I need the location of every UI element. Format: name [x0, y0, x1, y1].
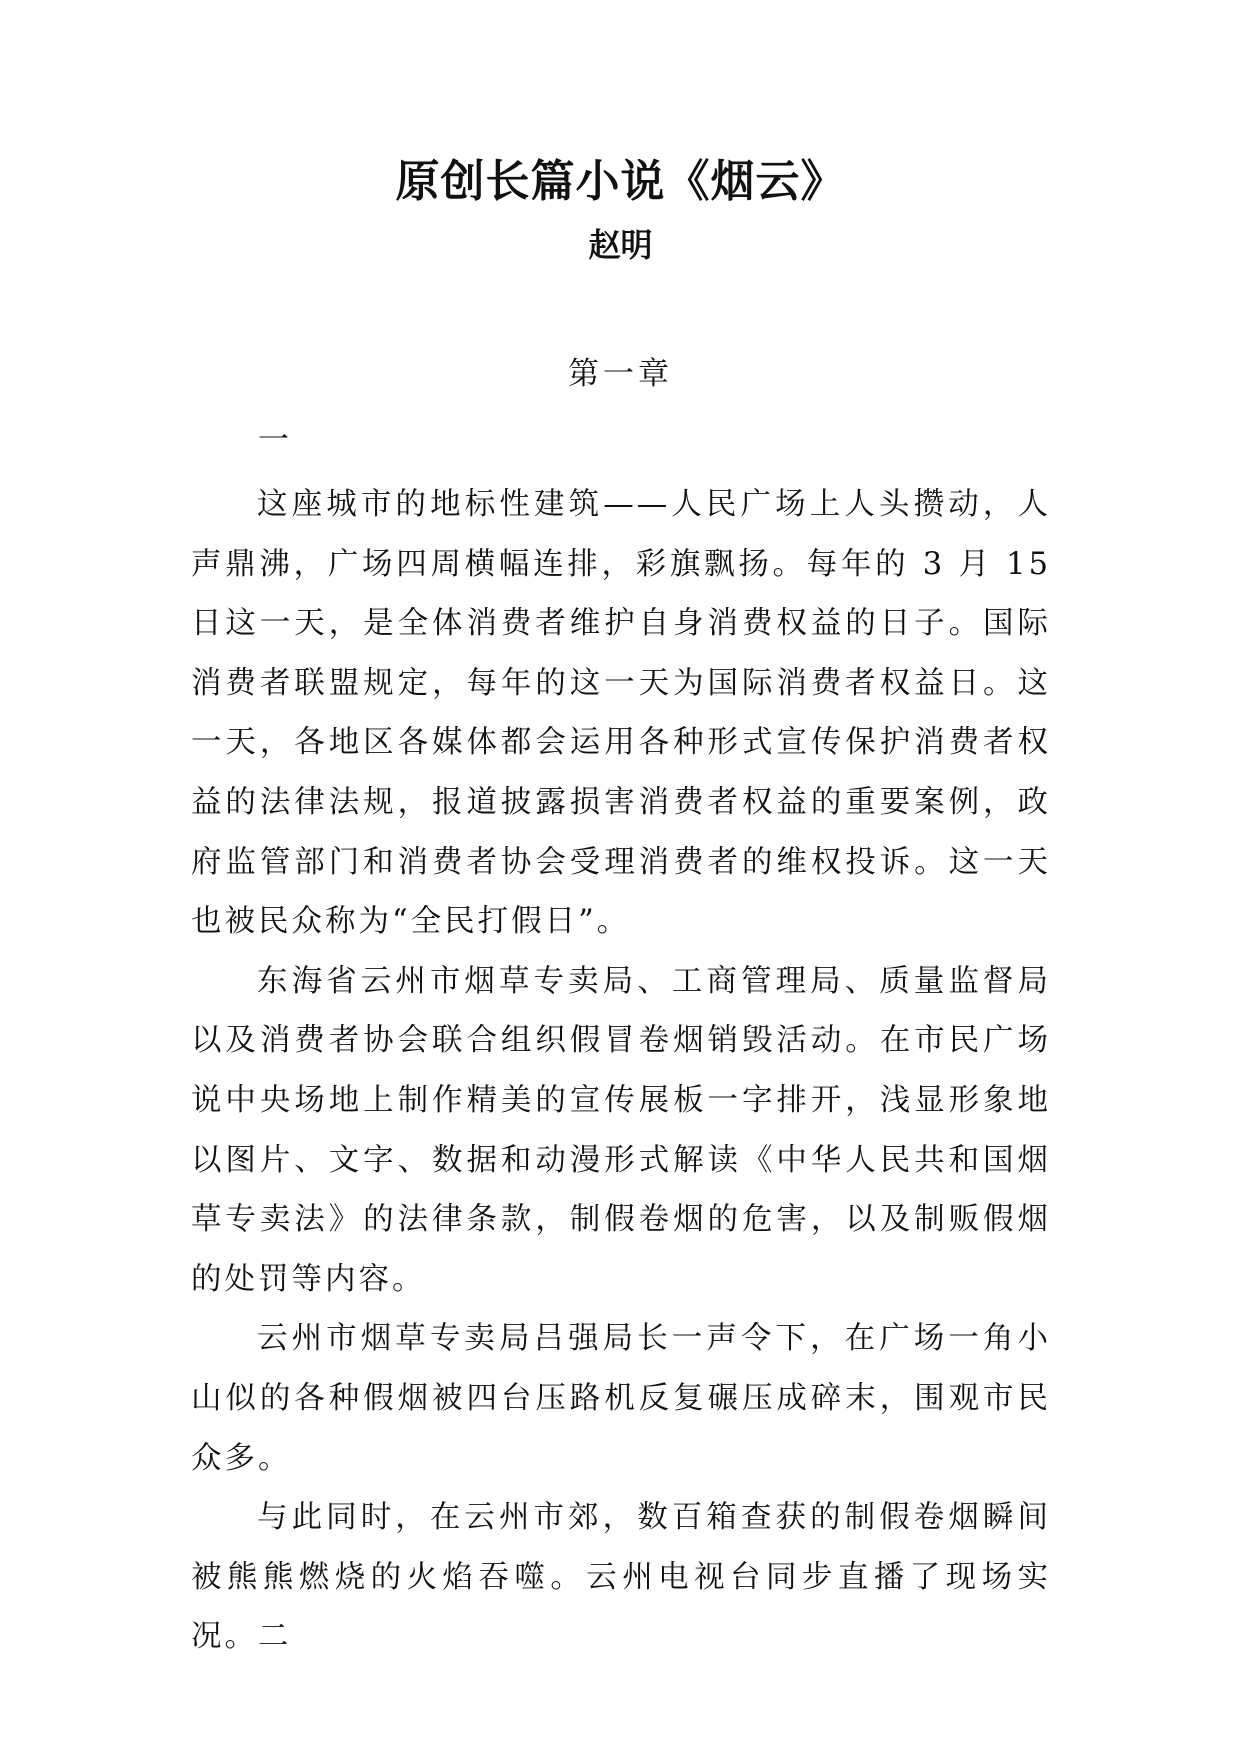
document-title: 原创长篇小说《烟云》 — [395, 156, 846, 207]
paragraph-4: 与此同时，在云州市郊，数百箱查获的制假卷烟瞬间被熊熊燃烧的火焰吞噬。云州电视台同步直播了现场实况。二 — [191, 1500, 1051, 1655]
author-name: 赵明 — [588, 226, 653, 264]
paragraph-1: 这座城市的地标性建筑——人民广场上人头攒动，人声鼎沸，广场四周横幅连排，彩旗飘扬。每年的 3 月 15 日这一天，是全体消费者维护自身消费权益的日子。国际消费者联盟规定，每年的这一天为国际消费者权益日。这一天，各地区各媒体都会运用各种形式宣传保护消费者权益的法律法规，报道披露损害消费者权益的重要案例，政府监管部门和消费者协会受理消费者的维权投诉。这一天也被民众称为“全民打假日”。 — [191, 487, 1051, 940]
paragraph-2: 东海省云州市烟草专卖局、工商管理局、质量监督局以及消费者协会联合组织假冒卷烟销毁活动。在市民广场说中央场地上制作精美的宣传展板一字排开，浅显形象地以图片、文字、数据和动漫形式解读《中华人民共和国烟草专卖法》的法律条款，制假卷烟的危害，以及制贩假烟的处罚等内容。 — [191, 963, 1051, 1297]
chapter-heading: 第一章 — [568, 356, 673, 392]
section-number: 一 — [258, 422, 289, 458]
body-text — [191, 475, 1051, 1667]
paragraph-3: 云州市烟草专卖局吕强局长一声令下，在广场一角小山似的各种假烟被四台压路机反复碾压成碎末，围观市民众多。 — [191, 1321, 1051, 1476]
